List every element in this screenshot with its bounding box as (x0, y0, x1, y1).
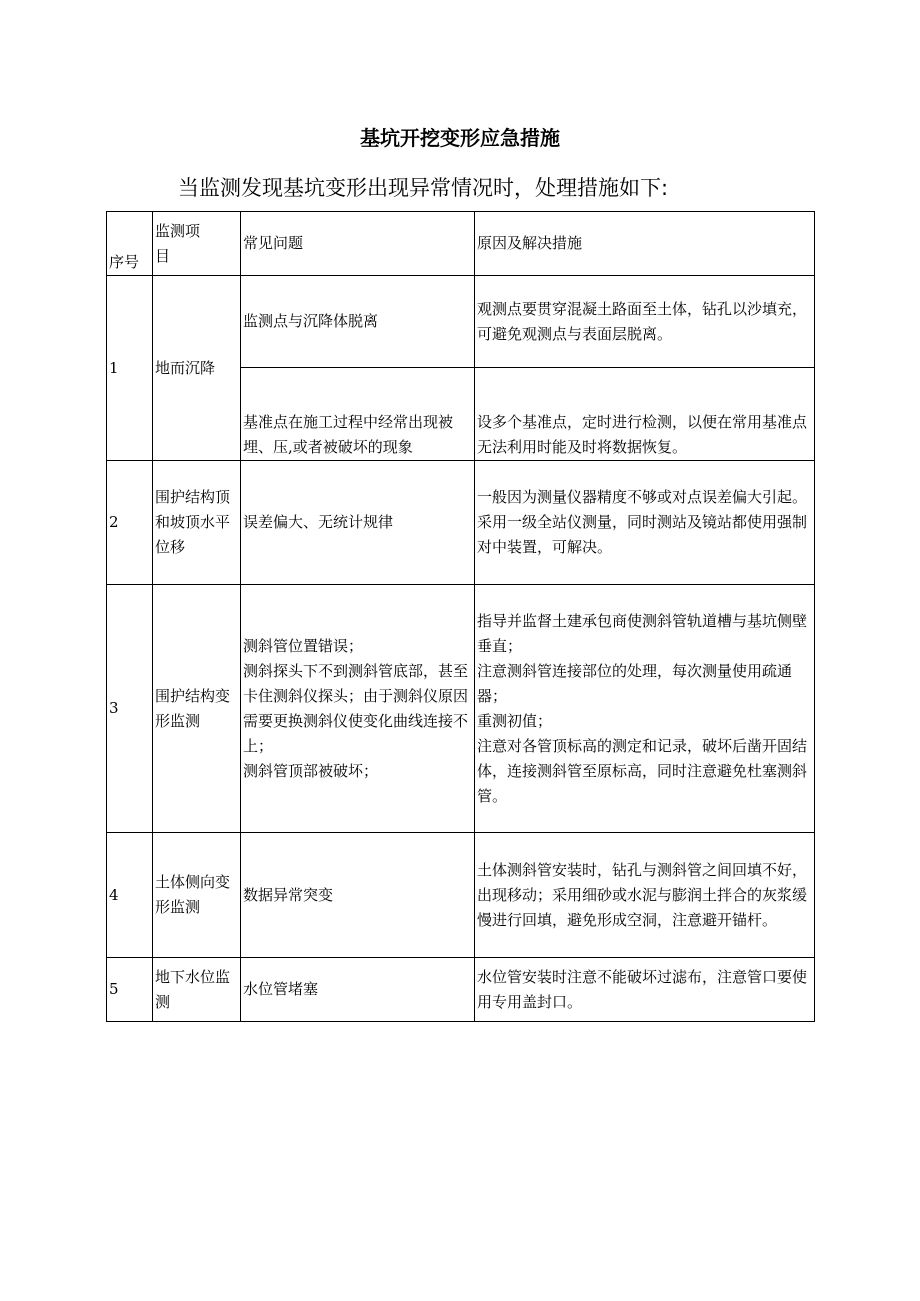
header-item-line2: 目 (155, 246, 171, 265)
solution-line: 注意对各管顶标高的测定和记录，破坏后凿开固结体，连接测斜管至原标高，同时注意避免杜塞测斜管。 (477, 736, 808, 805)
header-problem: 常见问题 (241, 212, 475, 276)
row-solution: 一般因为测量仪器精度不够或对点误差偏大引起。采用一级全站仪测量，同时测站及镜站都使用强制对中装置，可解决。 (475, 461, 815, 585)
problem-line: 测斜管位置错误； (243, 636, 364, 655)
row-problem (241, 585, 475, 833)
row-solution: 设多个基准点，定时进行检测，以便在常用基准点无法利用时能及时将数据恢复。 (475, 368, 815, 461)
row-problem: 基准点在施工过程中经常出现被埋、压,或者被破坏的现象 (241, 368, 475, 461)
row-solution: 土体测斜管安装时，钻孔与测斜管之间回填不好，出现移动；采用细砂或水泥与膨润土拌合的灰浆缓慢进行回填，避免形成空洞，注意避开锚杆。 (475, 833, 815, 958)
row-item: 围护结构顶和坡顶水平位移 (153, 461, 241, 585)
row-item: 地下水位监测 (153, 958, 241, 1022)
row-problem: 误差偏大、无统计规律 (241, 461, 475, 585)
measures-table (106, 211, 815, 1022)
row-num: 4 (107, 833, 153, 958)
row-item: 围护结构变形监测 (153, 585, 241, 833)
row-problem: 监测点与沉降体脱离 (241, 276, 475, 368)
row-solution (475, 585, 815, 833)
problem-line: 测斜探头下不到测斜管底部，甚至卡住测斜仪探头；由于测斜仪原因需要更换测斜仪使变化曲线连接不上； (243, 661, 469, 755)
header-item-line1: 监测项 (155, 221, 201, 240)
table-row (107, 276, 815, 368)
row-solution: 水位管安装时注意不能破坏过滤布，注意管口要使用专用盖封口。 (475, 958, 815, 1022)
table-row (107, 958, 815, 1022)
row-item: 土体侧向变形监测 (153, 833, 241, 958)
table-row (107, 585, 815, 833)
table-row (107, 461, 815, 585)
solution-line: 指导并监督土建承包商使测斜管轨道槽与基坑侧壁垂直； (477, 611, 808, 655)
row-num: 5 (107, 958, 153, 1022)
row-num: 3 (107, 585, 153, 833)
header-num: 序号 (107, 212, 153, 276)
row-num: 2 (107, 461, 153, 585)
document-title: 基坑开挖变形应急措施 (360, 126, 560, 150)
row-problem: 水位管堵塞 (241, 958, 475, 1022)
document-subtitle: 当监测发现基坑变形出现异常情况时，处理措施如下: (178, 176, 669, 200)
row-item: 地而沉降 (153, 276, 241, 461)
problem-line: 测斜管顶部被破坏； (243, 761, 379, 780)
row-problem: 数据异常突变 (241, 833, 475, 958)
solution-line: 注意测斜管连接部位的处理，每次测量使用疏通器； (477, 661, 793, 705)
header-item (153, 212, 241, 276)
table-row (107, 833, 815, 958)
table-header-row (107, 212, 815, 276)
row-num: 1 (107, 276, 153, 461)
header-solution: 原因及解决措施 (475, 212, 815, 276)
row-solution: 观测点要贯穿混凝土路面至土体，钻孔以沙填充，可避免观测点与表面层脱离。 (475, 276, 815, 368)
solution-line: 重测初值； (477, 711, 553, 730)
